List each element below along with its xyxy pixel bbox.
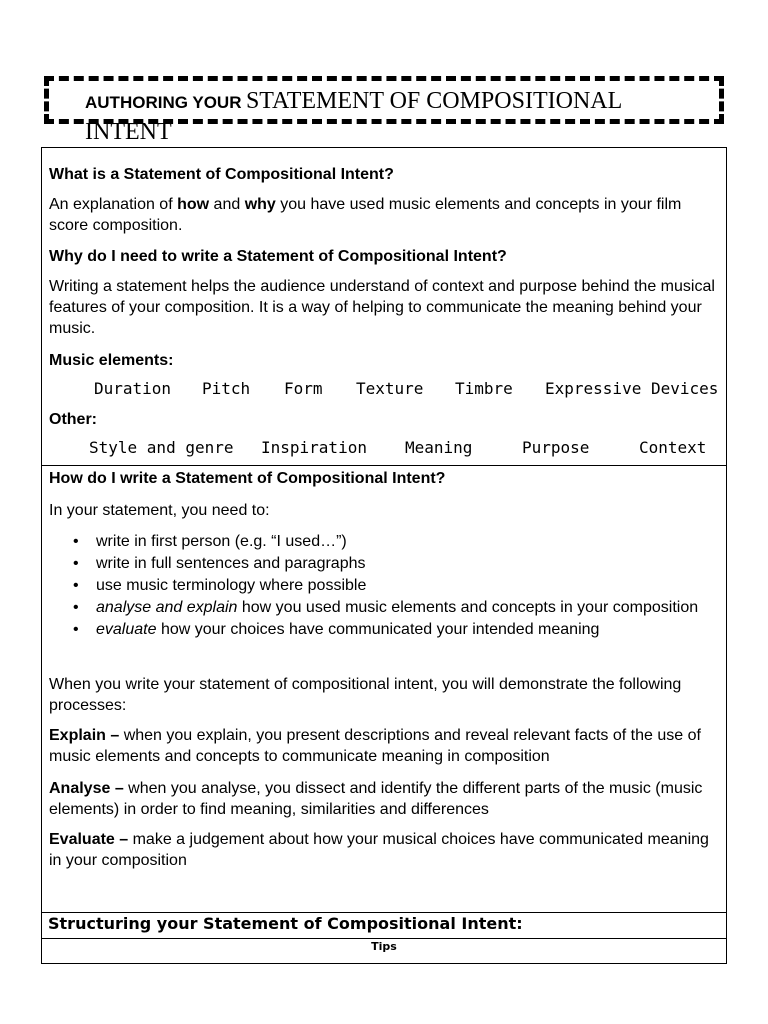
divider <box>42 465 726 466</box>
processes-intro: When you write your statement of compositional intent, you will demonstrate the following processes: <box>49 676 682 714</box>
tips-label: Tips <box>371 940 397 953</box>
explain-definition: Explain – when you explain, you present descriptions and reveal relevant facts of the use of music elements and concepts to communicate meaning in composition <box>49 727 701 765</box>
what-is-heading: What is a Statement of Compositional Intent? <box>49 166 394 183</box>
list-item: • evaluate how your choices have communicated your intended meaning <box>73 621 600 638</box>
content-frame <box>41 147 727 964</box>
other-purpose: Purpose <box>522 438 590 457</box>
other-meaning: Meaning <box>405 438 473 457</box>
other-inspiration: Inspiration <box>261 438 367 457</box>
why-heading: Why do I need to write a Statement of Compositional Intent? <box>49 248 507 265</box>
structuring-heading: Structuring your Statement of Compositional Intent: <box>48 914 523 933</box>
element-duration: Duration <box>94 379 172 398</box>
divider <box>42 912 726 913</box>
list-item: • use music terminology where possible <box>73 577 367 594</box>
other-context: Context <box>639 438 707 457</box>
list-item: • write in full sentences and paragraphs <box>73 555 366 572</box>
why-text: Writing a statement helps the audience understand of context and purpose behind the musical features of your composition. It is a way of helping to communicate the meaning behind your music. <box>49 278 715 337</box>
evaluate-definition: Evaluate – make a judgement about how your musical choices have communicated meaning in your composition <box>49 831 709 869</box>
element-pitch: Pitch <box>202 379 251 398</box>
requirements-list <box>49 531 721 641</box>
list-item: • write in first person (e.g. “I used…”) <box>73 533 347 550</box>
other-heading: Other: <box>49 411 97 428</box>
title-bold-part: AUTHORING YOUR <box>85 93 242 112</box>
how-heading: How do I write a Statement of Compositional Intent? <box>49 470 446 487</box>
what-is-text: An explanation of how and why you have used music elements and concepts in your film score composition. <box>49 196 682 234</box>
element-timbre: Timbre <box>455 379 513 398</box>
page-title <box>85 87 705 149</box>
title-serif-part: STATEMENT OF COMPOSITIONAL INTENT <box>85 88 622 145</box>
how-intro: In your statement, you need to: <box>49 502 270 519</box>
music-elements-heading: Music elements: <box>49 352 174 369</box>
list-item: • analyse and explain how you used music elements and concepts in your composition <box>73 599 699 616</box>
title-banner <box>44 76 724 145</box>
divider <box>42 938 726 939</box>
element-form: Form <box>284 379 323 398</box>
element-expressive-devices: Expressive Devices <box>545 379 719 398</box>
analyse-definition: Analyse – when you analyse, you dissect and identify the different parts of the music (music elements) in order to find meaning, similarities and differences <box>49 780 703 818</box>
other-style-genre: Style and genre <box>89 438 234 457</box>
element-texture: Texture <box>356 379 424 398</box>
